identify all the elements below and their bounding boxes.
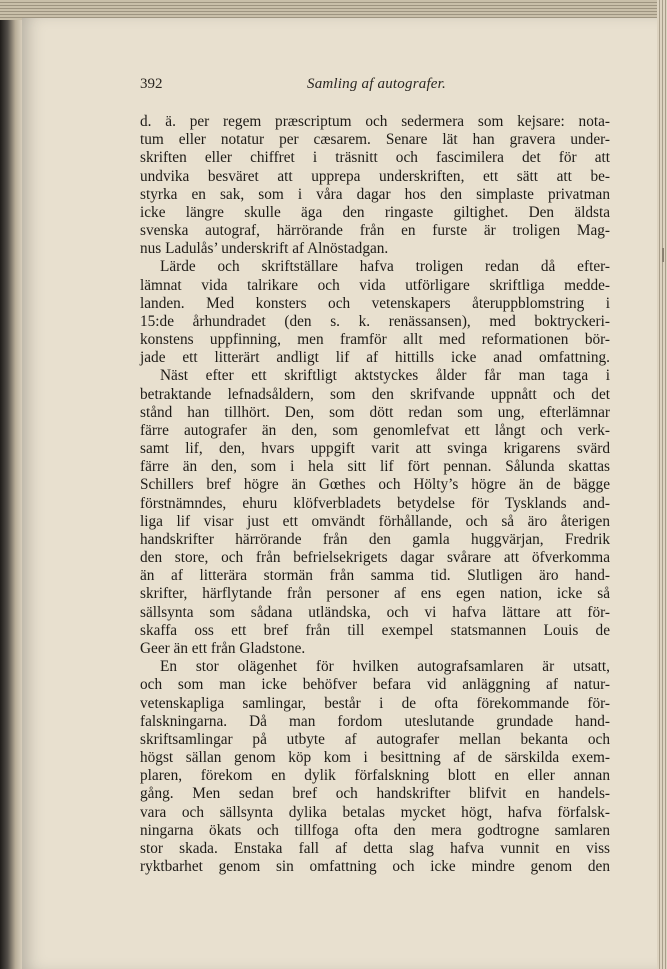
text-line: skaffa oss ett bref från till exempel statsmannen Louis de — [140, 621, 610, 639]
text-line: nus Ladulås’ underskrift af Alnöstadgan. — [140, 240, 389, 258]
text-line: samt lif, den, hvars uppgift varit att svinga krigarens svärd — [140, 440, 610, 458]
text-line: jade ett litterärt andligt lif af hittills icke anad omfattning. — [140, 349, 610, 367]
running-title: Samling af autografer. — [307, 76, 446, 92]
text-line: Näst efter ett skriftligt aktstyckes ålder får man taga i — [160, 367, 610, 385]
text-line: tum eller notatur per cæsarem. Senare lät han gravera under- — [140, 131, 610, 149]
text-line: undvika besväret att upprepa underskriften, ett sätt att be- — [140, 167, 610, 185]
page-stack-right-edge — [657, 0, 667, 969]
text-line: skrifter, härflytande från personer af ens egen nation, icke så — [140, 585, 610, 603]
text-line: Lärde och skriftställare hafva troligen redan då efter- — [160, 258, 610, 276]
margin-mark — [662, 248, 664, 262]
text-line: gång. Men sedan bref och handskrifter blifvit en handels- — [140, 785, 610, 803]
text-line: och som man icke behöfver befara vid anläggning af natur- — [140, 676, 610, 694]
text-line: ryktbarhet genom sin omfattning och icke mindre genom den — [140, 858, 610, 876]
text-line: landen. Med konsters och vetenskapers återuppblomstring i — [140, 294, 610, 312]
book-page — [22, 18, 657, 969]
text-line: styrka en sak, som i våra dagar hos den simplaste privatman — [140, 185, 610, 203]
text-line: skriftsamlingar på utbyte af autografer mellan bekanta och — [140, 730, 610, 748]
body-text — [140, 113, 610, 876]
text-line: sällsynta som sådana utländska, och vi hafva lättare att för- — [140, 603, 610, 621]
page-number: 392 — [140, 76, 163, 92]
text-line: svenska autograf, härrörande från en furste är troligen Mag- — [140, 222, 610, 240]
text-line: Schillers bref högre än Gœthes och Hölty’s högre än de bägge — [140, 476, 610, 494]
text-line: plaren, förekom en dylik förfalskning blott en eller annan — [140, 767, 610, 785]
text-line: skriften eller chiffret i träsnitt och fascimilera det för att — [140, 149, 610, 167]
text-line: vara och sällsynta dylika betalas mycket högt, hafva förfalsk- — [140, 803, 610, 821]
text-line: d. ä. per regem præscriptum och sedermera som kejsare: nota- — [140, 113, 610, 130]
text-line: handskrifter härrörande från den gamla huggvärjan, Fredrik — [140, 530, 610, 548]
text-line: icke längre skulle äga den ringaste giltighet. Den äldsta — [140, 203, 610, 221]
text-line: vetenskapliga samlingar, består i de ofta förekommande för- — [140, 694, 610, 712]
text-line: falskningarna. Då man fordom uteslutande grundade hand- — [140, 712, 610, 730]
text-line: lämnat vida talrikare och vida utförligare skriftliga medde- — [140, 276, 610, 294]
text-line: liga lif visar just ett omvändt förhållande, och så äro återigen — [140, 512, 610, 530]
text-line: högst sällan genom köp kom i besittning af de särskilda exem- — [140, 749, 610, 767]
text-line: konstens uppfinning, men framför allt med reformationen bör- — [140, 331, 610, 349]
text-line: Geer än ett från Gladstone. — [140, 639, 306, 657]
book-binding — [0, 0, 22, 969]
text-line: färre autografer än den, som genomlefvat ett långt och verk- — [140, 421, 610, 439]
text-line: än af litterära stormän från samma tid. Slutligen äro hand- — [140, 567, 610, 585]
text-line: betraktande lefnadsåldern, som den skrifvande uppnått och det — [140, 385, 610, 403]
text-line: stor skada. Enstaka fall af detta slag hafva vunnit en viss — [140, 839, 610, 857]
text-line: En stor olägenhet för hvilken autografsamlaren är utsatt, — [160, 658, 610, 676]
text-line: färre än den, som i hela sitt lif fört pennan. Sålunda skattas — [140, 458, 610, 476]
text-line: ningarna ökats och tillfoga ofta den mera godtrogne samlaren — [140, 821, 610, 839]
text-line: förstnämndes, ehuru klöfverbladets betydelse för Tysklands and- — [140, 494, 610, 512]
text-line: stånd han tillhört. Den, som dött redan som ung, efterlämnar — [140, 403, 610, 421]
text-line: 15:de århundradet (den s. k. renässansen), med boktryckeri- — [140, 312, 610, 330]
page-stack-top-edge — [0, 0, 667, 20]
text-line: den store, och från befrielsekrigets dagar svårare att öfverkomma — [140, 549, 610, 567]
